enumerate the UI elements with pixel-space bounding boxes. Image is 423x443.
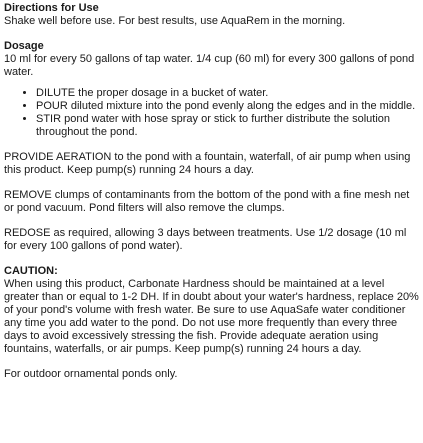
- caution-section: [4, 265, 419, 356]
- footer-note: For outdoor ornamental ponds only.: [4, 368, 178, 380]
- spacer: [4, 215, 419, 227]
- remove-paragraph: REMOVE clumps of contaminants from the bottom of the pond with a fine mesh net or pond vacuum. Pond filters will also remove the clumps.: [4, 189, 410, 214]
- redose-paragraph: REDOSE as required, allowing 3 days between treatments. Use 1/2 dosage (10 ml for every 100 gallons of pond water).: [4, 227, 407, 252]
- dosage-step: • DILUTE the proper dosage in a bucket of water.: [36, 87, 419, 100]
- spacer: [4, 28, 419, 40]
- directions-section: [4, 2, 419, 28]
- caution-text: When using this product, Carbonate Hardness should be maintained at a level greater than or equal to 1-2 DH. If in doubt about your water's hardness, replace 20% of your pond's volume with fresh water. Be sure to use AquaSafe water conditioner any time you add water to the pond. Do not use more frequently than every three days to avoid excessively stressing the fish. Provide adequate aeration using fountains, waterfalls, or air pumps. Keep pump(s) running 24 hours a day.: [4, 278, 419, 355]
- spacer: [4, 356, 419, 368]
- spacer: [4, 177, 419, 189]
- caution-heading: CAUTION:: [4, 265, 58, 277]
- directions-text: Shake well before use. For best results, use AquaRem in the morning.: [4, 15, 346, 27]
- dosage-step: • STIR pond water with hose spray or stick to further distribute the solution throughout the pond.: [36, 113, 419, 139]
- dosage-step: • POUR diluted mixture into the pond evenly along the edges and in the middle.: [36, 100, 419, 113]
- dosage-steps-list: [4, 87, 419, 139]
- dosage-section: [4, 40, 419, 139]
- directions-heading: Directions for Use: [4, 2, 99, 14]
- spacer: [4, 253, 419, 265]
- dosage-heading: Dosage: [4, 40, 44, 52]
- dosage-text: 10 ml for every 50 gallons of tap water. 1/4 cup (60 ml) for every 300 gallons of pond water.: [4, 53, 415, 78]
- aeration-paragraph: PROVIDE AERATION to the pond with a fountain, waterfall, of air pump when using this product. Keep pump(s) running 24 hours a day.: [4, 151, 411, 176]
